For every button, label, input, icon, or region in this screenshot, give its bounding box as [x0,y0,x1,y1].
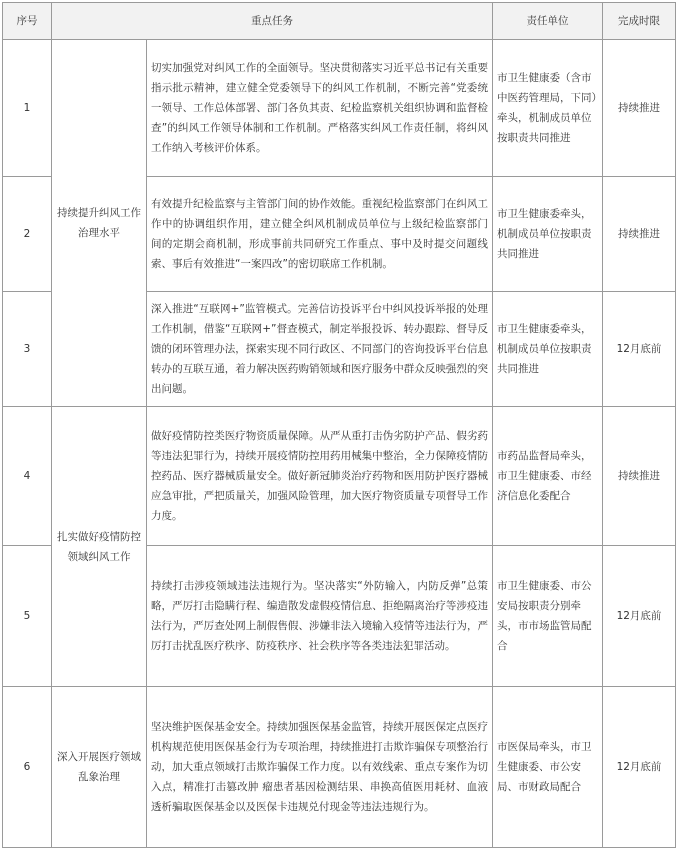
group-label: 深入开展医疗领域乱象治理 [52,687,147,848]
row-number: 1 [3,40,52,177]
task-text: 切实加强党对纠风工作的全面领导。坚决贯彻落实习近平总书记有关重要指示批示精神，建立健全党委领导下的纠风工作机制，不断完善“党委统一领导、工作总体部署、部门各负其责、纪检监察机关组织协调和监督检查”的纠风工作领导体制和工作机制。严格落实纠风工作责任制，将纠风工作纳入考核评价体系。 [147,40,493,177]
responsible-unit: 市卫生健康委（含市中医药管理局，下同）牵头，机制成员单位按职责共同推进 [493,40,603,177]
deadline: 12月底前 [603,292,676,407]
group-label: 持续提升纠风工作治理水平 [52,40,147,407]
row-number: 5 [3,546,52,687]
row-number: 6 [3,687,52,848]
responsible-unit: 市医保局牵头，市卫生健康委、市公安局、市财政局配合 [493,687,603,848]
row-number: 3 [3,292,52,407]
deadline: 持续推进 [603,407,676,546]
group-label: 扎实做好疫情防控领域纠风工作 [52,407,147,687]
responsible-unit: 市卫生健康委牵头，机制成员单位按职责共同推进 [493,292,603,407]
task-text: 深入推进“互联网+”监管模式。完善信访投诉平台中纠风投诉举报的处理工作机制，借鉴“互联网+”督查模式，制定举报投诉、转办跟踪、督导反馈的闭环管理办法，探索实现不同行政区、不同部门的咨询投诉平台信息转办的互联互通，着力解决医药购销领域和医疗服务中群众反映强烈的突出问题。 [147,292,493,407]
deadline: 持续推进 [603,40,676,177]
row-number: 4 [3,407,52,546]
deadline: 持续推进 [603,177,676,292]
table-row [3,407,676,546]
row-number: 2 [3,177,52,292]
header-deadline: 完成时限 [603,3,676,40]
task-text: 有效提升纪检监察与主管部门间的协作效能。重视纪检监察部门在纠风工作中的协调组织作用，建立健全纠风机制成员单位与上级纪检监察部门 间的定期会商机制，形成事前共同研究工作重点、事中及时提交问题线索、事后有效推进“一案四改”的密切联席工作机制。 [147,177,493,292]
deadline: 12月底前 [603,546,676,687]
header-row [3,3,676,40]
header-no: 序号 [3,3,52,40]
responsible-unit: 市药品监督局牵头，市卫生健康委、市经济信息化委配合 [493,407,603,546]
responsible-unit: 市卫生健康委、市公安局按职责分别牵头，市市场监管局配合 [493,546,603,687]
table-row [3,40,676,177]
task-text: 持续打击涉疫领域违法违规行为。坚决落实“外防输入，内防反弹”总策略，严厉打击隐瞒行程、编造散发虚假疫情信息、拒绝隔离治疗等涉疫违法行为，严厉查处网上制假售假、涉嫌非法入境输入疫情等违法行为，严厉打击扰乱医疗秩序、防疫秩序、社会秩序等各类违法犯罪活动。 [147,546,493,687]
task-text: 做好疫情防控类医疗物资质量保障。从严从重打击伪劣防护产品、假劣药等违法犯罪行为，持续开展疫情防控用药用械集中整治，全力保障疫情防控药品、医疗器械质量安全。做好新冠肺炎治疗药物和医用防护医疗器械应急审批，严把质量关，加强风险管理，加大医疗物资质量专项督导工作力度。 [147,407,493,546]
task-text: 坚决维护医保基金安全。持续加强医保基金监管，持续开展医保定点医疗机构规范使用医保基金行为专项治理，持续推进打击欺诈骗保专项整治行动，加大重点领域打击欺诈骗保工作力度。以有效线索、重点专案作为切入点，精准打击篡改肿 瘤患者基因检测结果、串换高值医用耗材、血液透析骗取医保基金以及医保卡违规兑付现金等违法违规行为。 [147,687,493,848]
deadline: 12月底前 [603,687,676,848]
task-table [2,2,676,848]
responsible-unit: 市卫生健康委牵头，机制成员单位按职责共同推进 [493,177,603,292]
table-row [3,687,676,848]
header-unit: 责任单位 [493,3,603,40]
header-task: 重点任务 [52,3,493,40]
